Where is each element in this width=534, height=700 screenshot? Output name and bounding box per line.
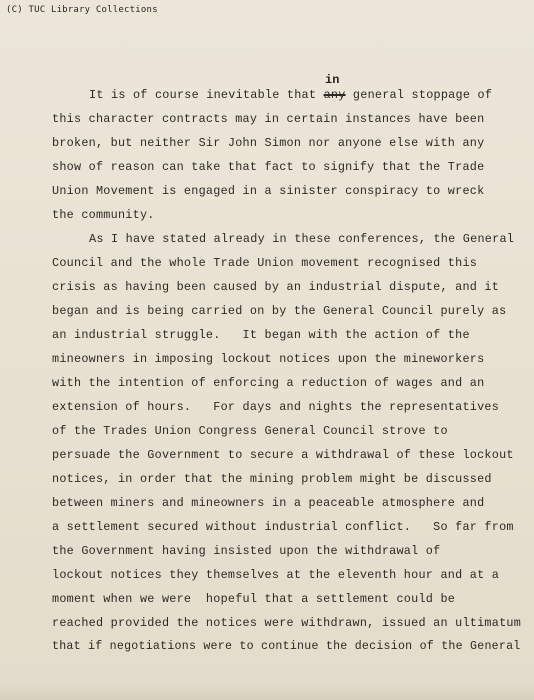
text-line-17: notices, in order that the mining problem might be discussed [52,472,492,486]
handwritten-insertion: in [325,73,340,87]
text-line-11: an industrial struggle. It began with the action of the [52,328,470,342]
text-line-5: Union Movement is engaged in a sinister conspiracy to wreck [52,184,485,198]
line-1-start: It is of course inevitable that [89,88,317,102]
text-line-2: this character contracts may in certain instances have been [52,112,485,126]
text-line-6: the community. [52,208,155,222]
text-line-22: moment when we were hopeful that a settlement could be [52,592,456,606]
text-line-13: with the intention of enforcing a reduction of wages and an [52,376,485,390]
text-line-15: of the Trades Union Congress General Council strove to [52,424,448,438]
text-line-12: mineowners in imposing lockout notices upon the mineworkers [52,352,485,366]
line-1-end: general stoppage of [352,88,493,102]
text-line-8: Council and the whole Trade Union movement recognised this [52,256,478,270]
text-line-14: extension of hours. For days and nights the representatives [52,400,500,414]
text-line-16: persuade the Government to secure a withdrawal of these lockout [52,448,514,462]
text-line-24: that if negotiations were to continue the decision of the General [52,640,521,653]
text-line-3: broken, but neither Sir John Simon nor anyone else with any [52,136,485,150]
text-line-21: lockout notices they themselves at the eleventh hour and at a [52,568,500,582]
text-line-23: reached provided the notices were withdrawn, issued an ultimatum [52,616,522,630]
text-line-18: between miners and mineowners in a peaceable atmosphere and [52,496,485,510]
struck-word: any [323,88,346,102]
text-line-7: As I have stated already in these conferences, the General [89,232,515,246]
copyright-watermark: (C) TUC Library Collections [6,5,158,15]
text-line-10: began and is being carried on by the General Council purely as [52,304,507,318]
text-line-19: a settlement secured without industrial conflict. So far from [52,520,514,534]
text-line-20: the Government having insisted upon the withdrawal of [52,544,441,558]
text-line-1 [89,88,492,102]
text-line-9: crisis as having been caused by an industrial dispute, and it [52,280,500,294]
text-line-4: show of reason can take that fact to signify that the Trade [52,160,485,174]
page-edge-shadow [0,682,534,700]
